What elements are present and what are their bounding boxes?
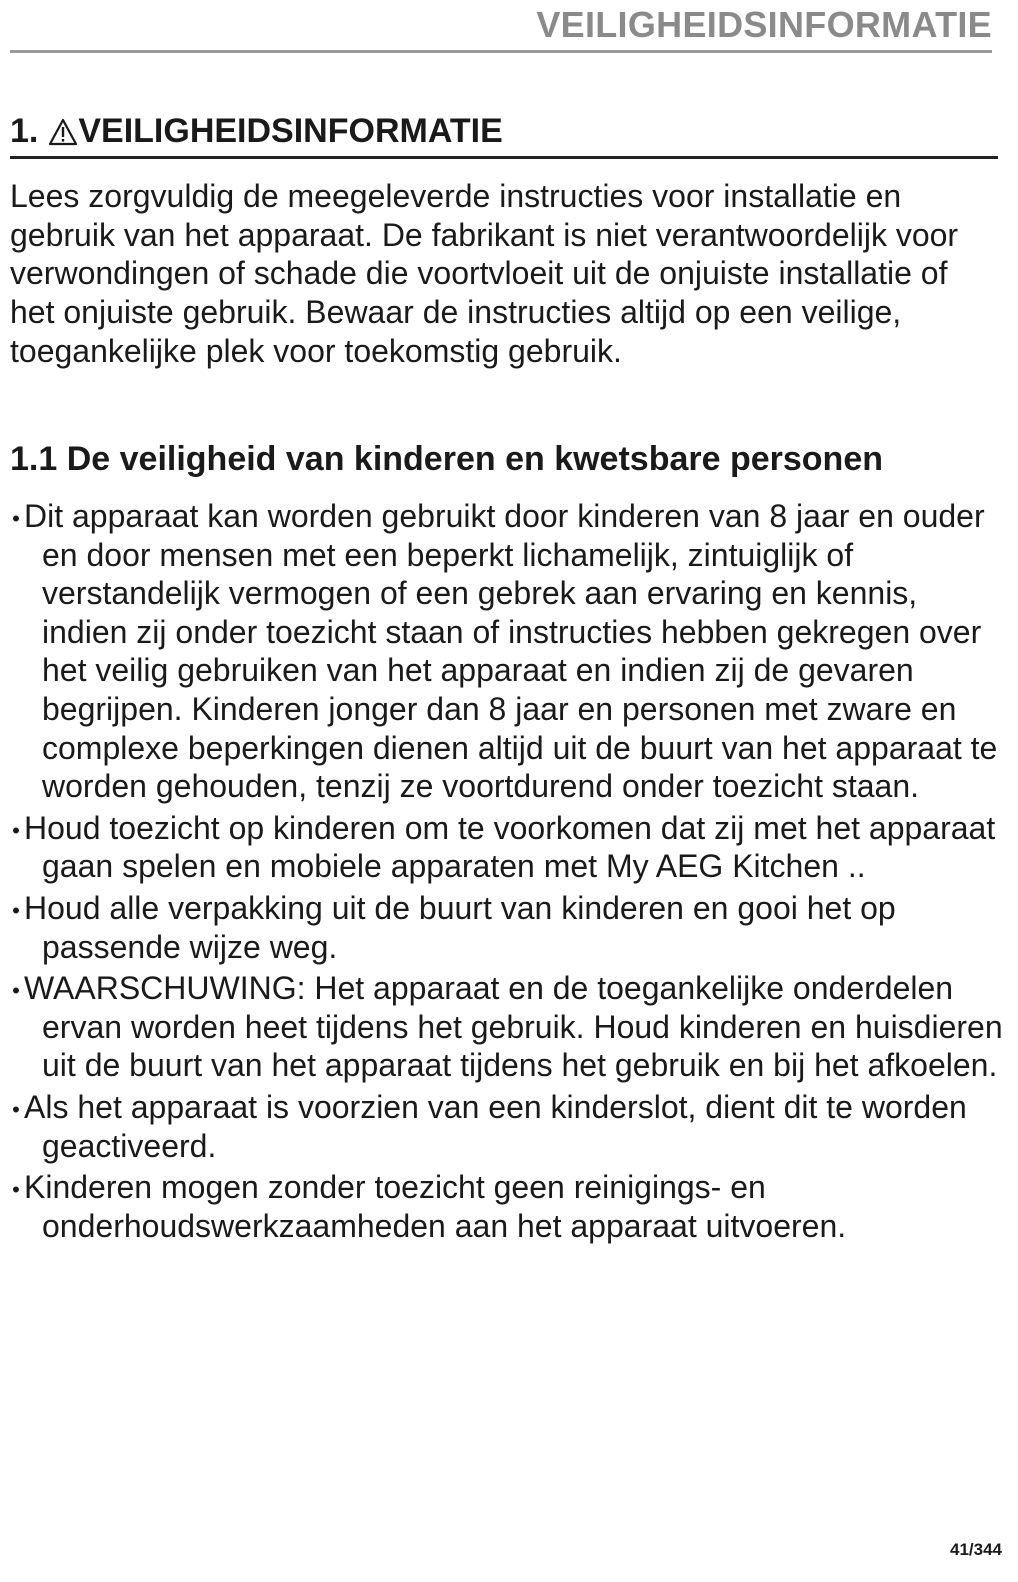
- list-item: [10, 1088, 1010, 1165]
- safety-bullet-list: [10, 497, 1010, 1248]
- section-divider: [10, 156, 998, 159]
- subsection-title: 1.1 De veiligheid van kinderen en kwetsbare personen: [10, 440, 883, 478]
- bullet-icon: •: [12, 897, 20, 923]
- list-item: [10, 809, 1010, 886]
- section-title: [10, 112, 503, 151]
- bullet-icon: •: [12, 978, 20, 1004]
- list-item-text: Als het apparaat is voorzien van een kinderslot, dient dit te worden geactiveerd.: [24, 1088, 967, 1164]
- warning-triangle-icon: [48, 116, 78, 144]
- intro-paragraph: Lees zorgvuldig de meegeleverde instructies voor installatie en gebruik van het apparaat. De fabrikant is niet verantwoordelijk voor verwondingen of schade die voortvloeit uit de onjuiste installatie of het onjuiste gebruik. Bewaar de instructies altijd op een veilige, toegankelijke plek voor toekomstig gebruik.: [10, 178, 959, 369]
- header-divider: [10, 50, 992, 53]
- running-header-title: VEILIGHEIDSINFORMATIE: [536, 4, 992, 45]
- bullet-icon: •: [12, 506, 20, 531]
- list-item-text: Dit apparaat kan worden gebruikt door kinderen van 8 jaar en ouder en door mensen met een beperkt lichamelijk, zintuiglijk of verstandelijk vermogen of een gebrek aan ervaring en kennis, indien zij onder toezicht staan of instructies hebben gekregen over het veilig gebruiken van het apparaat en indien zij de gevaren begrijpen. Kinderen jonger dan 8 jaar en personen met zware en complexe beperkingen dienen altijd uit de buurt van het apparaat te worden gehouden, tenzij ze voortdurend onder toezicht staan.: [24, 498, 998, 805]
- section-number: 1.: [10, 112, 39, 150]
- bullet-icon: •: [12, 1177, 20, 1203]
- bullet-icon: •: [12, 817, 20, 843]
- page-number: 41/344: [950, 1540, 1002, 1559]
- bullet-icon: •: [12, 1096, 20, 1122]
- list-item: [10, 969, 1010, 1085]
- list-item: [10, 889, 1010, 966]
- list-item: [10, 497, 1010, 806]
- section-title-text: VEILIGHEIDSINFORMATIE: [78, 112, 503, 150]
- list-item-text: Kinderen mogen zonder toezicht geen reinigings- en onderhoudswerkzaamheden aan het apparaat uitvoeren.: [24, 1169, 847, 1244]
- list-item: [10, 1168, 1010, 1245]
- list-item-text: Houd alle verpakking uit de buurt van kinderen en gooi het op passende wijze weg.: [24, 889, 896, 965]
- list-item-text: WAARSCHUWING: Het apparaat en de toegankelijke onderdelen ervan worden heet tijdens het gebruik. Houd kinderen en huisdieren uit de buurt van het apparaat tijdens het gebruik en bij het afkoelen.: [24, 970, 1003, 1084]
- list-item-text: Houd toezicht op kinderen om te voorkomen dat zij met het apparaat gaan spelen en mobiele apparaten met My AEG Kitchen ..: [24, 809, 996, 885]
